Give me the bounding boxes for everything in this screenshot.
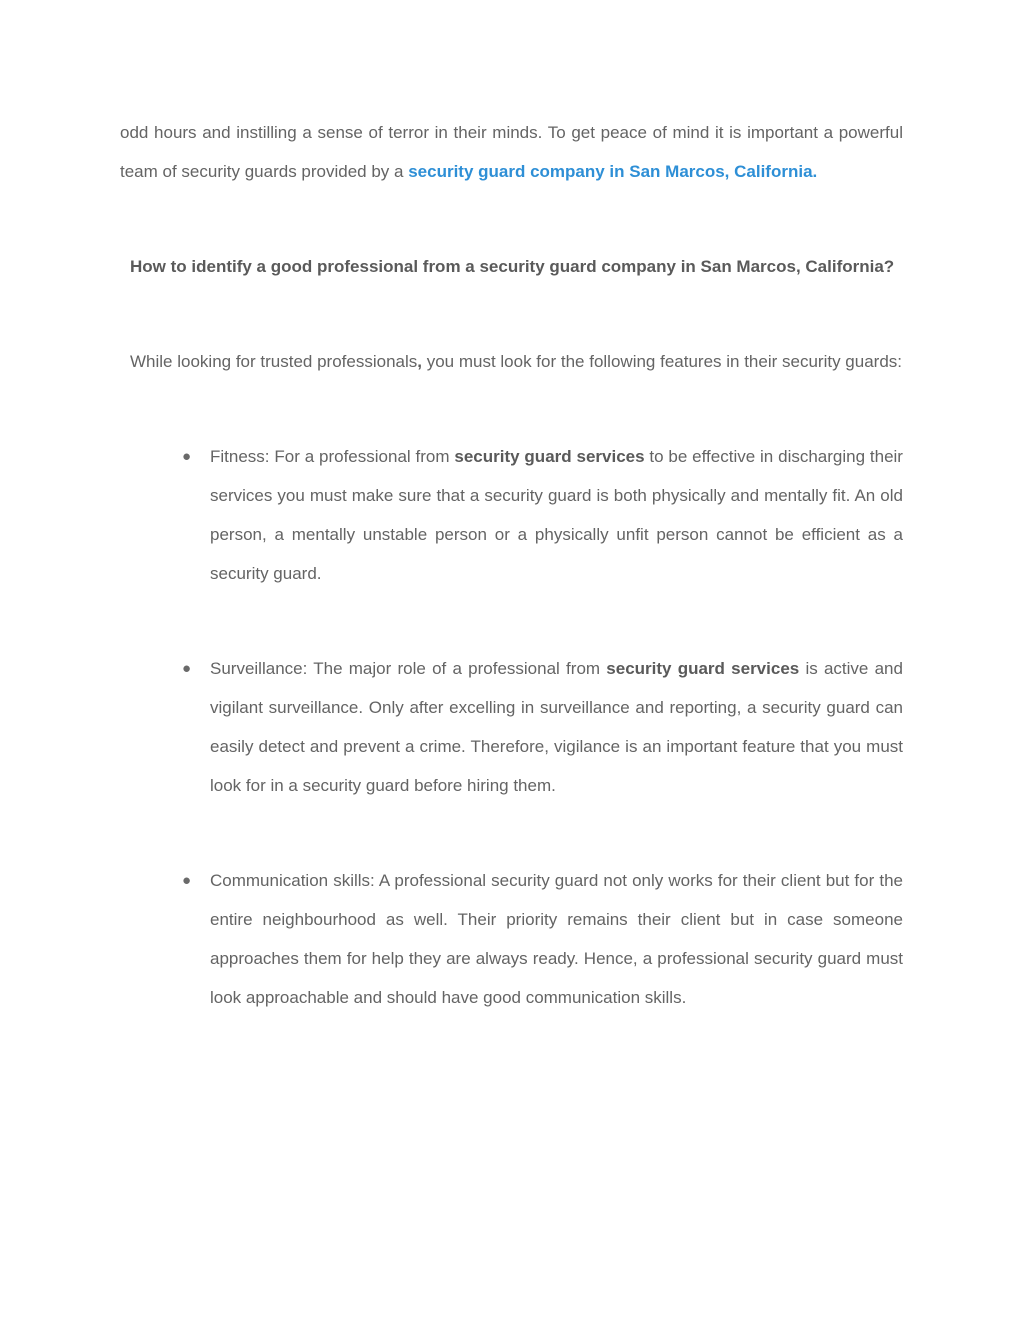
list-item-communication — [120, 861, 903, 1017]
list-item-text-before: Communication skills: A professional security guard not only works for their client but for the entire neighbourhood as well. Their priority remains their client but in case someone approaches them for help they are always ready. Hence, a professional security guard must look approachable and should have good communication skills. — [210, 871, 903, 1007]
lead-text-after: you must look for the following features in their security guards: — [421, 352, 902, 371]
list-item-surveillance — [120, 649, 903, 805]
intro-text: odd hours and instilling a sense of terror in their minds. To get peace of mind it is important a powerful team of security guards provided by a — [120, 123, 903, 181]
list-item-text-after: is active and vigilant surveillance. Only after excelling in surveillance and reporting, a security guard can easily detect and prevent a crime. Therefore, vigilance is an important feature that you must look for in a security guard before hiring them. — [210, 659, 903, 795]
section-heading-text: How to identify a good professional from a security guard company in San Marcos, California? — [130, 257, 895, 276]
list-item-fitness — [120, 437, 903, 593]
bullet-dot-icon: ● — [182, 448, 192, 465]
list-item-text-before: Fitness: For a professional from — [210, 447, 455, 466]
company-link[interactable]: security guard company in San Marcos, California. — [408, 162, 818, 181]
list-item-text-before: Surveillance: The major role of a professional from — [210, 659, 607, 678]
list-item-text — [210, 437, 903, 593]
lead-paragraph — [120, 342, 903, 381]
intro-paragraph — [120, 113, 903, 191]
list-item-bold: security guard services — [606, 659, 800, 678]
list-item-bold: security guard services — [454, 447, 645, 466]
list-item-text-after: to be effective in discharging their services you must make sure that a security guard is both physically and mentally fit. An old person, a mentally unstable person or a physically unfit person cannot be efficient as a security guard. — [210, 447, 903, 583]
section-heading — [120, 247, 903, 286]
list-item-text — [210, 649, 903, 805]
list-item-text — [210, 861, 903, 1017]
bullet-dot-icon: ● — [182, 660, 192, 677]
features-list — [120, 437, 903, 1017]
lead-bold-comma: , — [417, 352, 422, 371]
document-page — [120, 113, 903, 1017]
lead-text-before: While looking for trusted professionals — [130, 352, 418, 371]
bullet-dot-icon: ● — [182, 872, 192, 889]
